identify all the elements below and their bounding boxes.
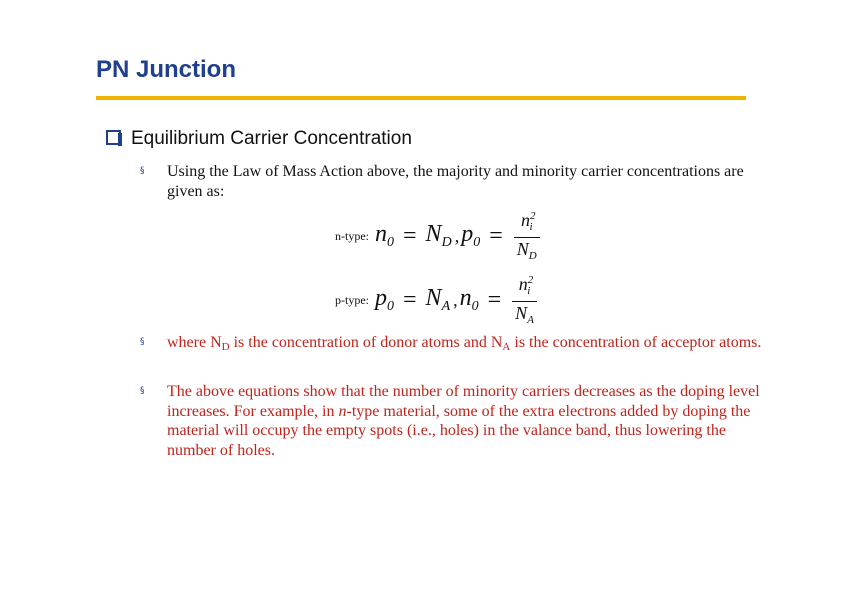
title-underline — [96, 96, 746, 100]
bullet-marker-1: § — [140, 166, 145, 176]
slide-title: PN Junction — [96, 56, 237, 83]
fraction-p-type: $\frac{n^2_i}{N_A}$ — [512, 270, 537, 330]
equation-p-type: p-type: $p_0$ = $N_A$ , $n_0$ = $\frac{n^2_i}{N_A}$ — [335, 270, 537, 330]
equation-label-n-type: n-type: — [335, 228, 369, 243]
equation-n-type: n-type: $n_0$ = $N_D$ , $p_0$ = $\frac{n^2_i}{N_D}$ — [335, 206, 540, 266]
bullet-text-2: where $N_D$ is the concentration of donor atoms and $N_A$ is the concentration of acceptor atoms. — [167, 334, 762, 353]
section-heading-text: Equilibrium Carrier Concentration — [131, 128, 412, 149]
bullet-text-3: The above equations show that the number of minority carriers decreases as the doping level increases. For example, in n-type material, some of the extra electrons added by doping the material will occupy the empty spots (i.e., holes) in the valance band, thus lowering the number of holes. — [167, 383, 760, 459]
bullet-marker-3: § — [140, 386, 145, 396]
equation-label-p-type: p-type: — [335, 292, 369, 307]
fraction-n-type: $\frac{n^2_i}{N_D}$ — [514, 206, 540, 266]
section-heading — [106, 128, 412, 150]
bullet-text-1: Using the Law of Mass Action above, the majority and minority carrier concentrations are given as: — [167, 163, 744, 200]
checkbox-bullet-icon — [106, 130, 121, 145]
bullet-marker-2: § — [140, 337, 145, 347]
